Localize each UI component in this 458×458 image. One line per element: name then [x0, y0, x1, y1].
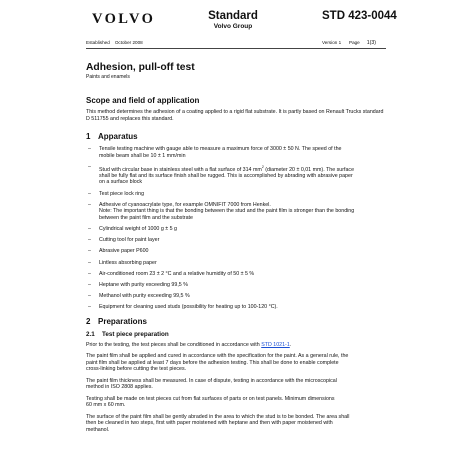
standard-label: Standard — [208, 10, 258, 22]
established-label: Established — [86, 40, 110, 45]
paragraph-line: Testing shall be made on test pieces cut from flat surfaces of parts or on test panels. Minimum dimensions — [86, 395, 335, 402]
established-date: October 2008 — [114, 40, 143, 45]
paragraph-line: The paint film shall be applied and cured in accordance with the specification for the paint. As a general rule, the — [86, 353, 349, 360]
section-number: 1 — [86, 132, 91, 141]
header-divider — [86, 48, 386, 49]
dash-bullet: – — [88, 226, 91, 233]
item-line: Note: The important thing is that the bonding between the stud and the paint film is stronger than the bonding — [99, 208, 355, 215]
dimensions-paragraph — [86, 396, 386, 409]
item-line: Adhesive of cyanoacrylate type, for example OMNIFIT 7000 from Henkel. — [99, 201, 271, 208]
paragraph-line: paint film shall be applied at least 7 days before the adhesion testing. This shall be done to enable complete — [86, 359, 339, 366]
item-line: (diameter 20 ± 0,01 mm). The surface — [263, 166, 355, 173]
list-item — [86, 260, 386, 267]
group-label: Volvo Group — [213, 23, 253, 30]
dash-bullet: – — [88, 163, 91, 170]
page-label: Page — [349, 40, 360, 45]
thickness-paragraph — [86, 378, 386, 391]
standard-number: STD 423-0044 — [322, 10, 397, 22]
item-line: shall be fully flat and its surface finish shall be rugged. This is accomplished by abrading with abrasive paper — [99, 172, 353, 179]
list-item — [86, 146, 386, 159]
paragraph-line: cross-linking before cutting the test pieces. — [86, 366, 187, 373]
item-line: Equipment for cleaning used studs (possibility for heating up to 100-120 °C). — [99, 304, 278, 311]
paragraph-line: method in ISO 2808 applies. — [86, 384, 153, 391]
test-piece-heading — [86, 331, 386, 339]
list-item — [86, 293, 386, 300]
apparatus-heading — [86, 132, 386, 142]
item-line: Cylindrical weight of 1000 g ± 5 g — [99, 226, 177, 233]
established-info — [86, 40, 143, 46]
paragraph-line: 60 mm x 60 mm. — [86, 402, 126, 409]
std-1021-1-link[interactable]: STD 1021-1 — [261, 341, 290, 348]
paragraph-line: methanol. — [86, 426, 110, 433]
section-title: Apparatus — [98, 132, 138, 141]
dash-bullet: – — [88, 281, 91, 288]
item-line: between the paint film and the substrate — [99, 214, 193, 221]
list-item — [86, 271, 386, 278]
item-line: mobile beam shall be 10 ± 1 mm/min — [99, 152, 186, 159]
subsection-title: Test piece preparation — [102, 330, 169, 338]
version-info: Version 1 — [322, 40, 342, 45]
subsection-number: 2.1 — [86, 330, 95, 338]
section-number: 2 — [86, 316, 91, 326]
list-item — [86, 191, 386, 198]
dash-bullet: – — [88, 293, 91, 300]
dash-bullet: – — [88, 259, 91, 266]
scope-text: This method determines the adhesion of a coating applied to a rigid flat substrate. It is partly based on Renault Trucks standard D 511755 and replaces this standard. — [86, 109, 384, 122]
section-title: Preparations — [98, 316, 147, 326]
paragraph-line: then be cleaned in two steps, first with paper moistened with heptane and then with paper moistened with — [86, 420, 333, 427]
list-item — [86, 237, 386, 244]
list-item — [86, 202, 386, 222]
item-line: Test piece lock ring — [99, 190, 145, 197]
paragraph-text: Prior to the testing, the test pieces shall be conditioned in accordance with — [86, 341, 262, 348]
document-title: Adhesion, pull-off test — [86, 62, 195, 73]
page-number: 1(3) — [366, 40, 376, 46]
paragraph-line: The paint film thickness shall be measured. In case of dispute, testing in accordance with the microscopical — [86, 377, 337, 384]
page-info — [349, 40, 376, 46]
list-item — [86, 164, 386, 186]
item-line: Air-conditioned room 23 ± 2 °C and a relative humidity of 50 ± 5 % — [99, 270, 255, 277]
dash-bullet: – — [88, 201, 91, 208]
paragraph-line: The surface of the paint film shall be gently abraded in the area to which the stud is to be bonded. The area shall — [86, 413, 350, 420]
list-item — [86, 282, 386, 289]
item-line: Cutting tool for paint layer — [99, 237, 160, 244]
item-line: Abrasive paper P600 — [99, 248, 149, 255]
item-line: Lintless absorbing paper — [99, 259, 157, 266]
list-item — [86, 226, 386, 233]
dash-bullet: – — [88, 248, 91, 255]
conditioning-paragraph — [86, 342, 386, 349]
item-line: Heptane with purity exceeding 99,5 % — [99, 281, 188, 288]
dash-bullet: – — [88, 237, 91, 244]
preparations-heading — [86, 317, 386, 327]
superscript: 2 — [261, 164, 264, 169]
item-line: Tensile testing machine with gauge able to measure a maximum force of 3000 ± 50 N. The speed of the — [99, 146, 342, 152]
standard-title-block — [203, 10, 263, 31]
apparatus-list — [86, 146, 386, 311]
scope-heading: Scope and field of application — [86, 96, 200, 105]
volvo-logo: VOLVO — [92, 11, 156, 27]
abrading-paragraph — [86, 414, 386, 434]
list-item — [86, 248, 386, 255]
item-line: on a surface block — [99, 179, 142, 186]
paragraph-text: . — [289, 341, 292, 348]
dash-bullet: – — [88, 304, 91, 311]
document-subtitle: Paints and enamels — [86, 74, 130, 80]
document-body — [86, 62, 386, 433]
dash-bullet: – — [88, 146, 91, 152]
dash-bullet: – — [88, 270, 91, 277]
dash-bullet: – — [88, 190, 91, 197]
application-paragraph — [86, 353, 386, 373]
item-line: Methanol with purity exceeding 99,5 % — [99, 293, 190, 300]
list-item — [86, 304, 386, 311]
item-line: Stud with circular base in stainless steel with a flat surface of 314 mm — [99, 166, 262, 173]
